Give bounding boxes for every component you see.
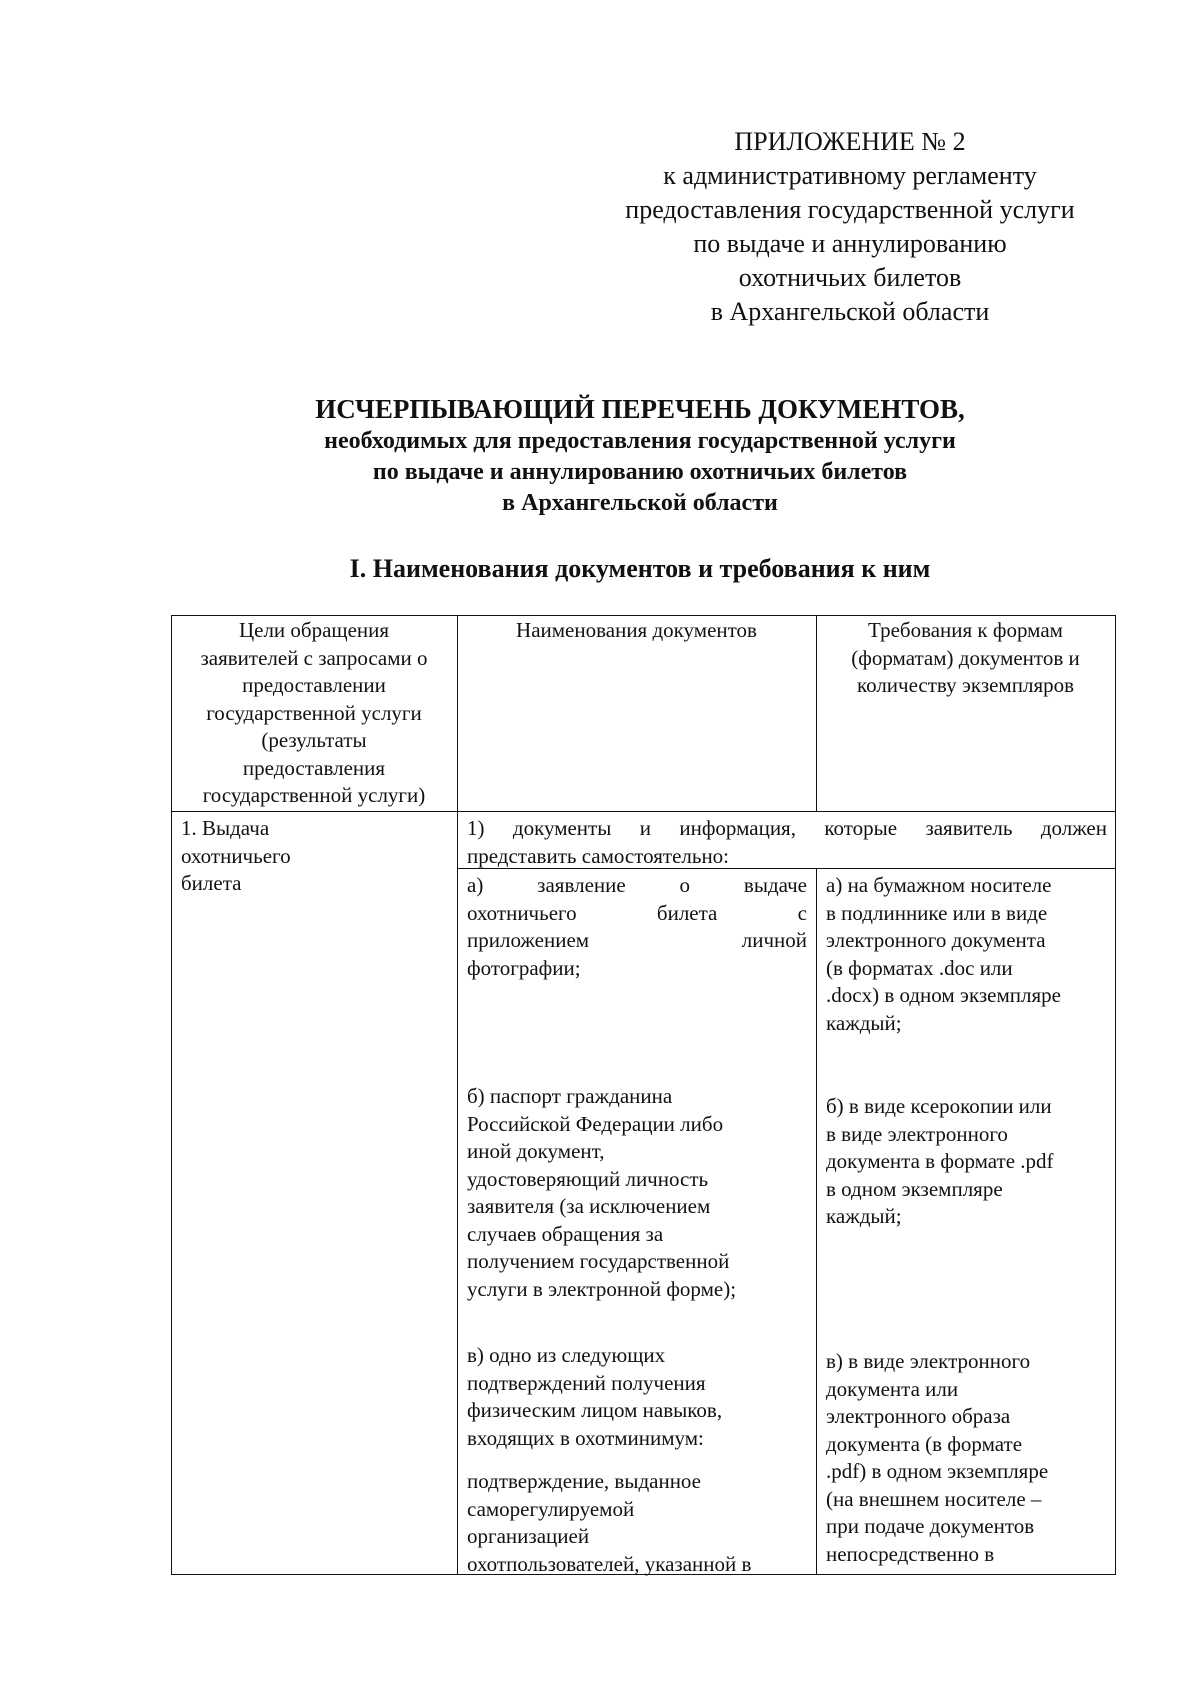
appendix-block [560, 125, 1140, 329]
header-cell-requirements [816, 617, 1115, 700]
document-text: охотничьего билета с [467, 900, 807, 925]
document-item-a [467, 872, 807, 982]
document-text: а) заявление о выдаче [467, 873, 807, 897]
requirement-text: электронного документа [826, 928, 1046, 952]
requirement-text: в подлиннике или в виде [826, 900, 1048, 925]
requirement-text: (в форматах .doc или [826, 955, 1013, 980]
title-line-3: по выдаче и аннулированию охотничьих билетов [372, 459, 908, 485]
document-text: входящих в охотминимум: [467, 1425, 704, 1450]
requirement-text: каждый; [826, 1204, 902, 1228]
title-line-4: в Архангельской области [502, 490, 778, 516]
document-text: заявителя (за исключением [467, 1194, 711, 1218]
document-text: приложением личной [467, 928, 807, 952]
appendix-line: в Архангельской области [710, 297, 990, 326]
header-text: предоставлении [242, 673, 386, 697]
requirement-item-a [826, 872, 1111, 1037]
document-text: б) паспорт гражданина [467, 1084, 673, 1108]
table-col-divider-1 [457, 615, 458, 1575]
header-text: государственной услуги) [202, 783, 426, 807]
appendix-line: по выдаче и аннулированию [693, 229, 1007, 258]
requirement-text: .docx) в одном экземпляре [826, 983, 1061, 1007]
requirement-text: документа (в формате [826, 1431, 1023, 1456]
table-header-bottom [171, 811, 1116, 812]
document-text: услуги в электронной форме); [467, 1276, 737, 1301]
requirement-text: б) в виде ксерокопии или [826, 1094, 1052, 1118]
header-text: предоставления [242, 755, 386, 780]
document-text: саморегулируемой [467, 1496, 635, 1521]
document-text: удостоверяющий личность [467, 1166, 709, 1191]
document-item-c [467, 1342, 807, 1452]
appendix-line: предоставления государственной услуги [625, 195, 1075, 224]
document-title [160, 392, 1120, 519]
document-text: Российской Федерации либо [467, 1111, 724, 1136]
intro-cell [467, 815, 1107, 870]
title-line-1: ИСЧЕРПЫВАЮЩИЙ ПЕРЕЧЕНЬ ДОКУМЕНТОВ, [315, 394, 965, 424]
header-cell-purpose [171, 617, 457, 810]
document-text: подтверждение, выданное [467, 1469, 702, 1493]
documents-table [171, 615, 1116, 1575]
requirement-item-b [826, 1093, 1111, 1231]
requirement-text: в) в виде электронного [826, 1349, 1031, 1373]
title-line-2: необходимых для предоставления государственной услуги [324, 428, 956, 454]
requirement-item-c [826, 1348, 1111, 1568]
requirement-text: .pdf) в одном экземпляре [826, 1459, 1049, 1483]
appendix-line: охотничьих билетов [738, 263, 962, 292]
document-text: получением государственной [467, 1249, 730, 1273]
requirement-text: при подаче документов [826, 1514, 1035, 1538]
table-border-right [1115, 615, 1116, 1575]
header-text: Требования к формам [868, 618, 1063, 642]
requirement-text: документа или [826, 1376, 959, 1401]
purpose-text: билета [181, 871, 242, 895]
section-heading: I. Наименования документов и требования к ним [349, 554, 931, 583]
purpose-text: охотничьего [181, 843, 291, 868]
header-text: количеству экземпляров [856, 673, 1075, 697]
intro-text: представить самостоятельно: [467, 843, 730, 868]
table-border-top [171, 615, 1116, 616]
intro-text: 1) документы и информация, которые заявитель должен [467, 816, 1107, 840]
requirement-text: в виде электронного [826, 1121, 1008, 1146]
appendix-line: к административному регламенту [663, 161, 1037, 190]
requirement-text: а) на бумажном носителе [826, 873, 1052, 897]
header-text: Цели обращения [238, 618, 390, 642]
header-text: (результаты [261, 728, 367, 752]
purpose-text: 1. Выдача [181, 816, 270, 840]
document-text: физическим лицом навыков, [467, 1398, 723, 1422]
purpose-cell [181, 815, 451, 898]
requirement-text: непосредственно в [826, 1541, 995, 1566]
document-text: охотпользователей, указанной в [467, 1551, 752, 1576]
requirement-text: каждый; [826, 1010, 902, 1035]
header-text: Наименования документов [516, 618, 757, 642]
requirement-text: в одном экземпляре [826, 1176, 1003, 1201]
document-text: в) одно из следующих [467, 1343, 666, 1367]
header-cell-documents [457, 617, 816, 645]
appendix-line: ПРИЛОЖЕНИЕ № 2 [734, 127, 966, 156]
document-item-c-extra [467, 1468, 807, 1578]
requirement-text: документа в формате .pdf [826, 1149, 1054, 1173]
requirement-text: (на внешнем носителе – [826, 1486, 1042, 1511]
document-text: иной документ, [467, 1139, 605, 1163]
header-text: государственной услуги [206, 700, 422, 725]
header-text: заявителей с запросами о [200, 645, 428, 670]
header-text: (форматам) документов и [851, 645, 1080, 670]
document-text: фотографии; [467, 955, 581, 980]
document-item-b [467, 1083, 807, 1303]
document-text: организацией [467, 1524, 590, 1548]
requirement-text: электронного образа [826, 1404, 1011, 1428]
table-col-divider-2-body [816, 868, 817, 1575]
document-text: подтверждений получения [467, 1370, 706, 1395]
document-text: случаев обращения за [467, 1221, 664, 1246]
